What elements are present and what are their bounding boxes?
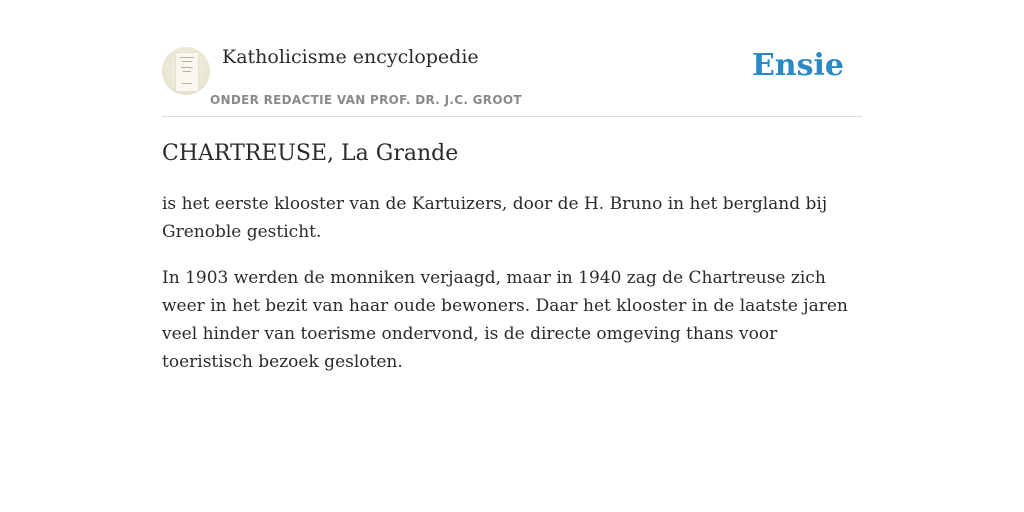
article-paragraph: is het eerste klooster van de Kartuizers, door de H. Bruno in het bergland bij Grenoble gesticht. [162,194,828,242]
cover-line [182,61,192,62]
cover-line [182,83,192,84]
site-header [162,40,862,117]
article-paragraph: In 1903 werden de monniken verjaagd, maar in 1940 zag de Chartreuse zich weer in het bezit van haar oude bewoners. Daar het klooster in de laatste jaren veel hinder van toerisme ondervond, is de directe omgeving thans voor toeristisch bezoek gesloten. [162,268,848,372]
ensie-logo[interactable]: Ensie [751,48,844,83]
article [162,138,862,394]
cover-page-sheet [175,52,199,92]
encyclopedia-title[interactable]: Katholicisme encyclopedie [222,46,479,68]
article-title: CHARTREUSE, La Grande [162,141,459,166]
cover-line [180,57,194,58]
encyclopedia-cover-icon[interactable] [162,47,210,95]
cover-line [183,71,191,72]
cover-line [181,67,193,68]
editor-subtitle: ONDER REDACTIE VAN PROF. DR. J.C. GROOT [210,93,522,107]
